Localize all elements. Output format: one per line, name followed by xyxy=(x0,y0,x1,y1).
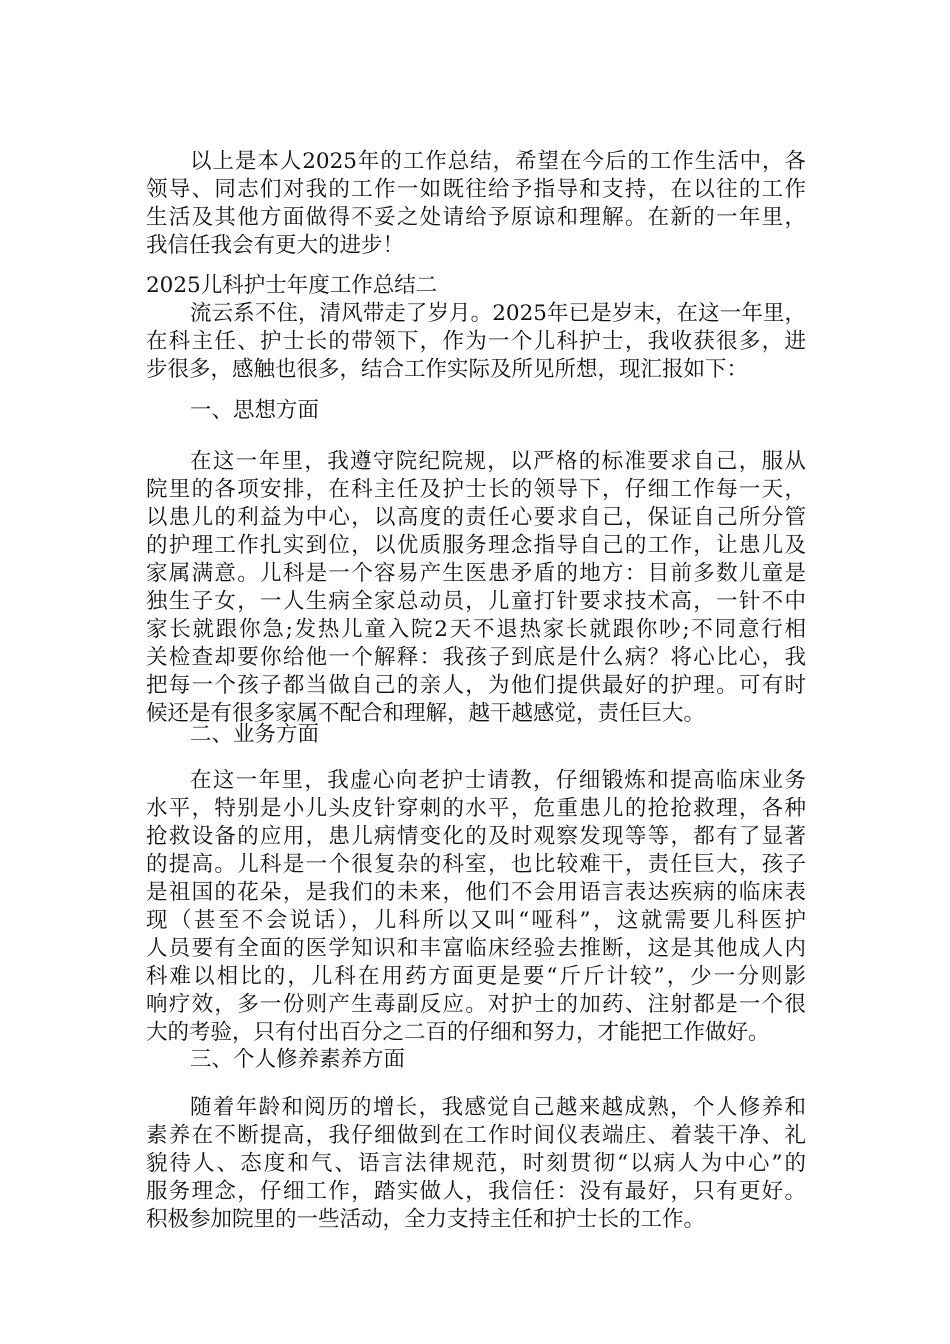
intro-line: 以上是本人2025年的工作总结，希望在今后的工作生活中，各 xyxy=(190,149,806,174)
paragraph-line: 家长就跟你急;发热儿童入院2天不退热家长就跟你吵;不同意行相 xyxy=(146,617,806,642)
paragraph-line: 人员要有全面的医学知识和丰富临床经验去推断，这是其他成人内 xyxy=(146,936,806,961)
paragraph-line: 大的考验，只有付出百分之二百的仔细和努力，才能把工作做好。 xyxy=(146,1020,770,1045)
section-heading-personal: 三、个人修养素养方面 xyxy=(190,1047,406,1072)
intro-line: 生活及其他方面做得不妥之处请给予原谅和理解。在新的一年里， xyxy=(146,205,806,230)
opening-line: 在科主任、护士长的带领下，作为一个儿科护士，我收获很多，进 xyxy=(146,329,806,354)
paragraph-line: 响疗效，多一份则产生毒副反应。对护士的加药、注射都是一个很 xyxy=(146,992,806,1017)
paragraph-line: 独生子女，一人生病全家总动员，儿童打针要求技术高，一针不中 xyxy=(146,589,806,614)
paragraph-line: 院里的各项安排，在科主任及护士长的领导下，仔细工作每一天， xyxy=(146,477,806,502)
paragraph-line: 积极参加院里的一些活动，全力支持主任和护士长的工作。 xyxy=(146,1207,706,1232)
paragraph-line: 在这一年里，我遵守院纪院规，以严格的标准要求自己，服从 xyxy=(190,449,806,474)
paragraph-line: 素养在不断提高，我仔细做到在工作时间仪表端庄、着装干净、礼 xyxy=(146,1123,806,1148)
paragraph-line: 在这一年里，我虚心向老护士请教，仔细锻炼和提高临床业务 xyxy=(190,768,806,793)
paragraph-line: 候还是有很多家属不配合和理解，越干越感觉，责任巨大。 xyxy=(146,701,706,726)
paragraph-line: 以患儿的利益为中心，以高度的责任心要求自己，保证自己所分管 xyxy=(146,505,806,530)
section-title: 2025儿科护士年度工作总结二 xyxy=(146,273,438,298)
section-heading-thought: 一、思想方面 xyxy=(190,398,320,423)
opening-line: 流云系不住，清风带走了岁月。2025年已是岁末，在这一年里， xyxy=(190,301,806,326)
intro-line: 我信任我会有更大的进步！ xyxy=(146,233,405,258)
paragraph-line: 现（甚至不会说话），儿科所以又叫“哑科”，这就需要儿科医护 xyxy=(146,908,806,933)
paragraph-line: 貌待人、态度和气、语言法律规范，时刻贯彻“以病人为中心”的 xyxy=(146,1151,806,1176)
paragraph-line: 的护理工作扎实到位，以优质服务理念指导自己的工作，让患儿及 xyxy=(146,533,806,558)
section-heading-business: 二、业务方面 xyxy=(190,722,320,747)
paragraph-line: 随着年龄和阅历的增长，我感觉自己越来越成熟，个人修养和 xyxy=(190,1095,806,1120)
paragraph-line: 的提高。儿科是一个很复杂的科室，也比较难干，责任巨大，孩子 xyxy=(146,852,806,877)
opening-line: 步很多，感触也很多，结合工作实际及所见所想，现汇报如下： xyxy=(146,357,749,382)
intro-line: 领导、同志们对我的工作一如既往给予指导和支持，在以往的工作 xyxy=(146,177,806,202)
paragraph-line: 关检查却要你给他一个解释：我孩子到底是什么病？将心比心，我 xyxy=(146,645,806,670)
paragraph-line: 抢救设备的应用，患儿病情变化的及时观察发现等等，都有了显著 xyxy=(146,824,806,849)
paragraph-line: 家属满意。儿科是一个容易产生医患矛盾的地方：目前多数儿童是 xyxy=(146,561,806,586)
paragraph-line: 科难以相比的，儿科在用药方面更是要“斤斤计较”，少一分则影 xyxy=(146,964,806,989)
paragraph-line: 服务理念，仔细工作，踏实做人，我信任：没有最好，只有更好。 xyxy=(146,1179,806,1204)
paragraph-line: 水平，特别是小儿头皮针穿刺的水平，危重患儿的抢抢救理，各种 xyxy=(146,796,806,821)
paragraph-line: 是祖国的花朵，是我们的未来，他们不会用语言表达疾病的临床表 xyxy=(146,880,806,905)
paragraph-line: 把每一个孩子都当做自己的亲人，为他们提供最好的护理。可有时 xyxy=(146,673,806,698)
